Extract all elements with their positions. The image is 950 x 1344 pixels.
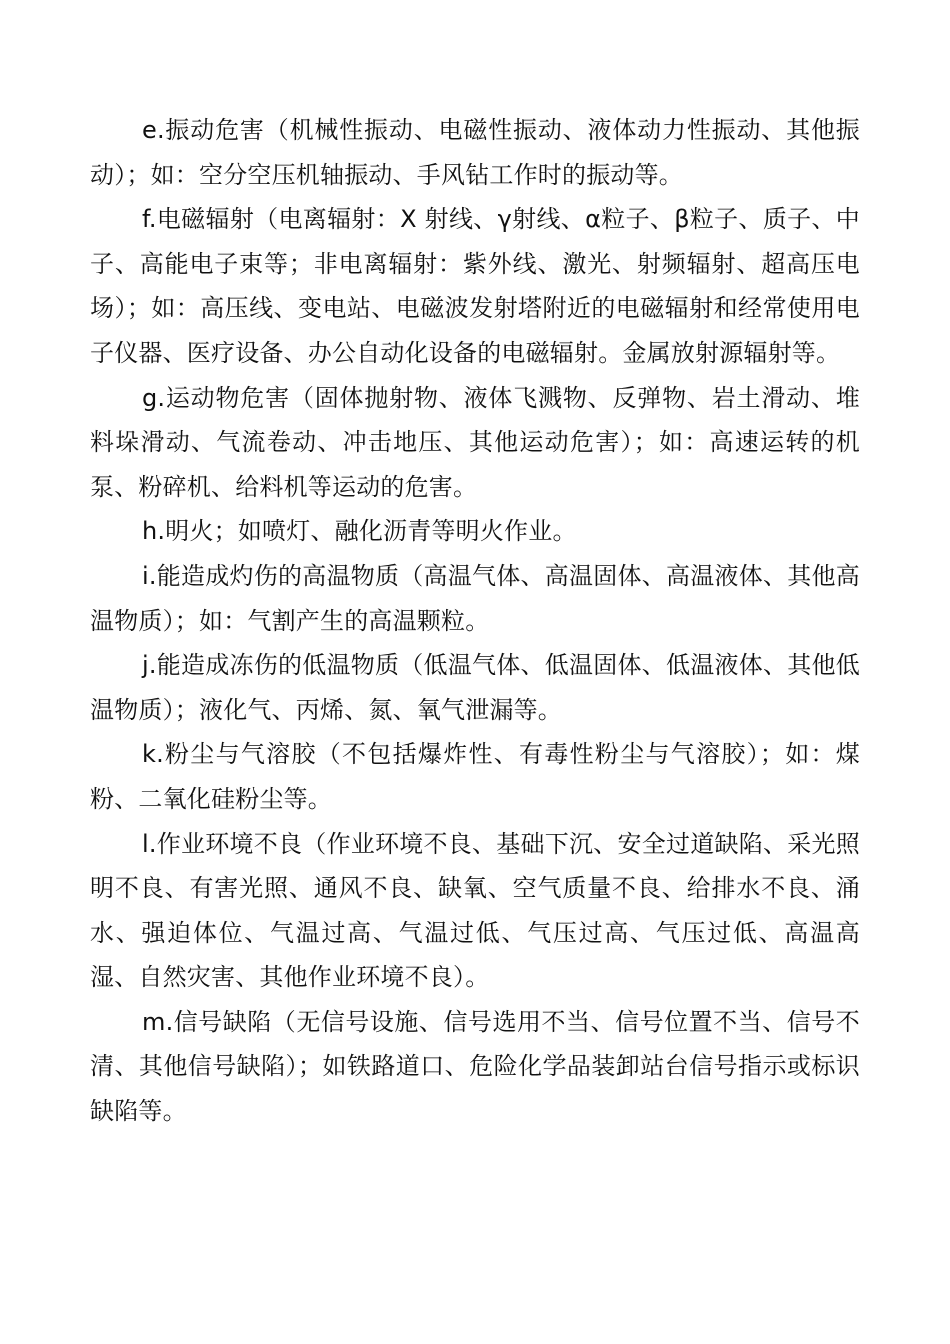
- paragraph-moving-object-hazard: g.运动物危害（固体抛射物、液体飞溅物、反弹物、岩土滑动、堆料垛滑动、气流卷动、冲击地压、其他运动危害）；如：高速运转的机泵、粉碎机、给料机等运动的危害。: [90, 383, 860, 501]
- paragraph-poor-work-environment: l.作业环境不良（作业环境不良、基础下沉、安全过道缺陷、采光照明不良、有害光照、通风不良、缺氧、空气质量不良、给排水不良、涌水、强迫体位、气温过高、气温过低、气压过高、气压过低、高温高湿、自然灾害、其他作业环境不良）。: [90, 829, 860, 992]
- paragraph-signal-defects: m.信号缺陷（无信号设施、信号选用不当、信号位置不当、信号不清、其他信号缺陷）；如铁路道口、危险化学品装卸站台信号指示或标识缺陷等。: [90, 1007, 860, 1126]
- document-body: [90, 108, 860, 1134]
- paragraph-open-flame: h.明火；如喷灯、融化沥青等明火作业。: [142, 517, 577, 546]
- paragraph-low-temperature-substances: j.能造成冻伤的低温物质（低温气体、低温固体、低温液体、其他低温物质）；液化气、丙烯、氮、氧气泄漏等。: [90, 651, 860, 724]
- paragraph-dust-aerosol: k.粉尘与气溶胶（不包括爆炸性、有毒性粉尘与气溶胶）；如：煤粉、二氧化硅粉尘等。: [90, 740, 860, 813]
- paragraph-high-temperature-substances: i.能造成灼伤的高温物质（高温气体、高温固体、高温液体、其他高温物质）；如：气割产生的高温颗粒。: [90, 561, 860, 635]
- paragraph-vibration-hazard: e.振动危害（机械性振动、电磁性振动、液体动力性振动、其他振动）；如：空分空压机轴振动、手风钻工作时的振动等。: [90, 116, 860, 189]
- paragraph-electromagnetic-radiation: f.电磁辐射（电离辐射：X 射线、γ射线、α粒子、β粒子、质子、中子、高能电子束等；非电离辐射：紫外线、激光、射频辐射、超高压电场）；如：高压线、变电站、电磁波发射塔附近的电磁辐射和经常使用电子仪器、医疗设备、办公自动化设备的电磁辐射。金属放射源辐射等。: [90, 205, 860, 367]
